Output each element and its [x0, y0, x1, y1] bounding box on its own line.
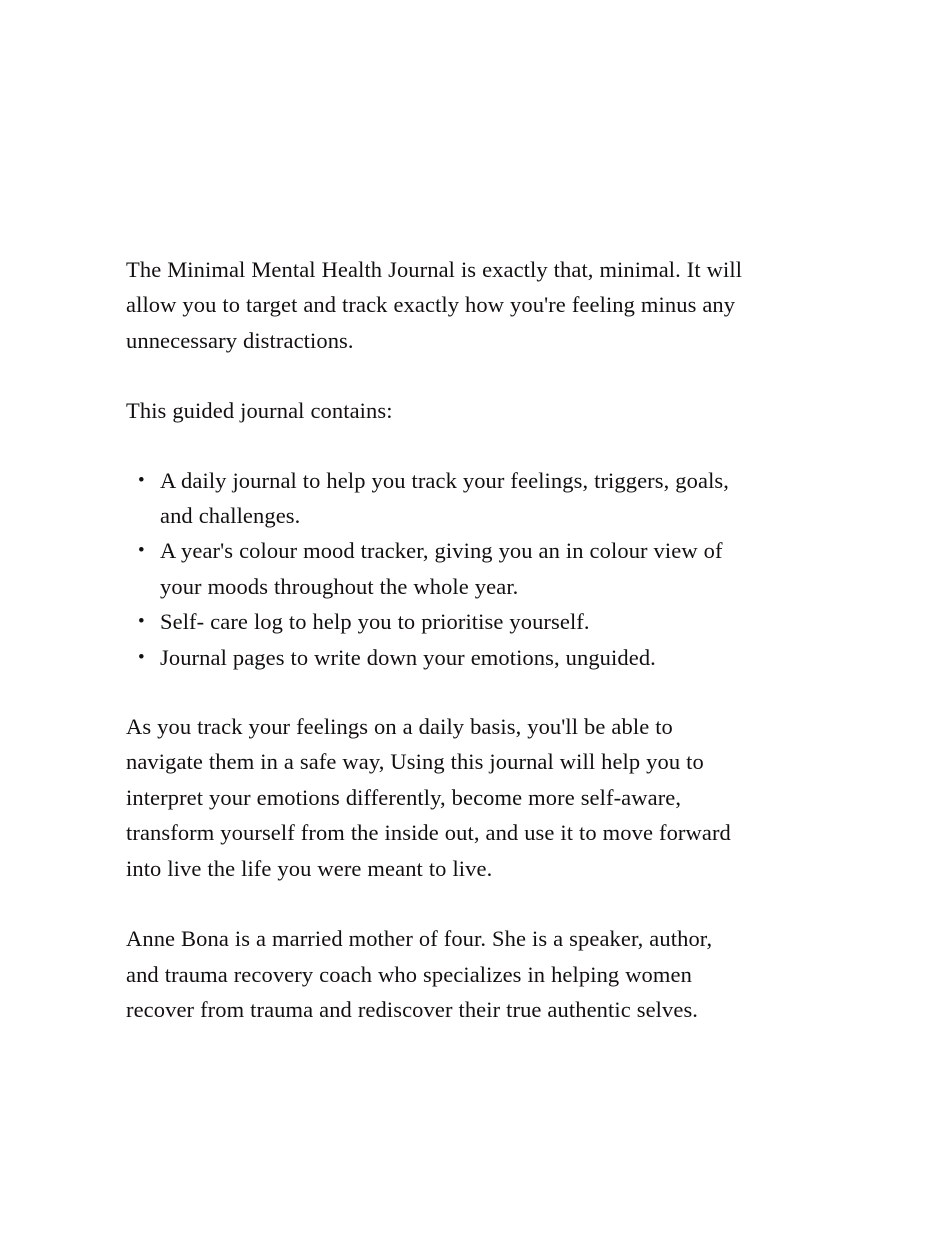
author-bio-paragraph: Anne Bona is a married mother of four. She is a speaker, author, and trauma recovery coach who specializes in helping women recover from trauma and rediscover their true authentic selves. — [126, 926, 713, 1022]
list-item: • Self- care log to help you to prioritise yourself. — [126, 604, 748, 639]
contents-list — [126, 463, 748, 675]
list-item: • A year's colour mood tracker, giving you an in colour view of your moods throughout the whole year. — [126, 533, 748, 604]
list-lead-in-paragraph: This guided journal contains: — [126, 398, 393, 424]
list-item: • A daily journal to help you track your feelings, triggers, goals, and challenges. — [126, 463, 748, 534]
document-body — [126, 252, 748, 1062]
benefits-paragraph: As you track your feelings on a daily basis, you'll be able to navigate them in a safe way, Using this journal will help you to interpret your emotions differently, become more self-aware, transform yourself from the inside out, and use it to move forward into live the life you were meant to live. — [126, 714, 731, 881]
list-item: • Journal pages to write down your emotions, unguided. — [126, 640, 748, 675]
intro-paragraph: The Minimal Mental Health Journal is exactly that, minimal. It will allow you to target and track exactly how you're feeling minus any unnecessary distractions. — [126, 257, 743, 353]
